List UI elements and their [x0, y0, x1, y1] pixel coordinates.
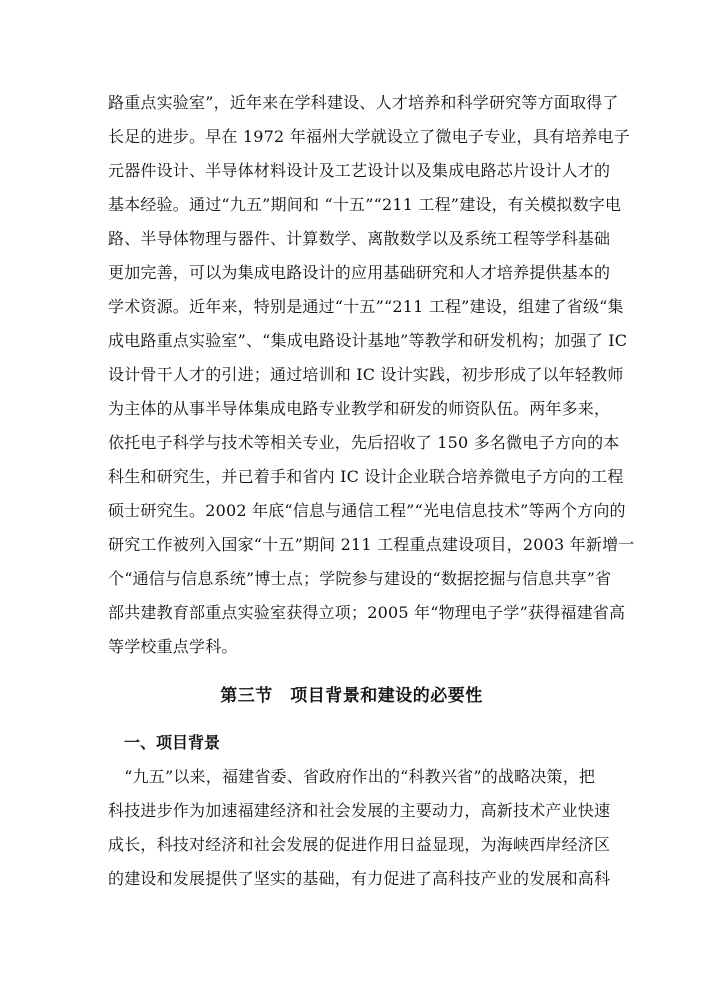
paragraph-1-line: 长足的进步。早在 1972 年福州大学就设立了微电子专业，具有培养电子 — [108, 127, 630, 146]
section-title: 第三节 项目背景和建设的必要性 — [220, 686, 483, 706]
paragraph-2-line: “九五”以来，福建省委、省政府作出的“科教兴省”的战略决策，把 — [108, 767, 596, 786]
paragraph-1-line: 学术资源。近年来，特别是通过“十五”“211 工程”建设，组建了省级“集 — [108, 297, 624, 316]
paragraph-2-line: 的建设和发展提供了坚实的基础，有力促进了高科技产业的发展和高科 — [108, 869, 611, 888]
paragraph-2-line: 成长，科技对经济和社会发展的促进作用日益显现，为海峡西岸经济区 — [108, 835, 611, 854]
paragraph-1-line: 等学校重点学科。 — [108, 637, 238, 656]
paragraph-1-line: 个“通信与信息系统”博士点；学院参与建设的“数据挖掘与信息共享”省 — [108, 569, 612, 588]
paragraph-1-line: 元器件设计、半导体材料设计及工艺设计以及集成电路芯片设计人才的 — [108, 161, 611, 180]
paragraph-1-line: 部共建教育部重点实验室获得立项；2005 年“物理电子学”获得福建省高 — [108, 603, 626, 622]
paragraph-2-line: 科技进步作为加速福建经济和社会发展的主要动力，高新技术产业快速 — [108, 801, 611, 820]
paragraph-1-line: 科生和研究生，并已着手和省内 IC 设计企业联合培养微电子方向的工程 — [108, 467, 624, 486]
paragraph-1-line: 路重点实验室”，近年来在学科建设、人才培养和科学研究等方面取得了 — [108, 93, 619, 112]
paragraph-1-line: 路、半导体物理与器件、计算数学、离散数学以及系统工程等学科基础 — [108, 229, 611, 248]
paragraph-1-line: 硕士研究生。2002 年底“信息与通信工程”“光电信息技术”等两个方向的 — [108, 501, 626, 520]
paragraph-1-line: 依托电子科学与技术等相关专业，先后招收了 150 多名微电子方向的本 — [108, 433, 620, 452]
paragraph-1-line: 设计骨干人才的引进；通过培训和 IC 设计实践，初步形成了以年轻教师 — [108, 365, 624, 384]
paragraph-1-line: 研究工作被列入国家“十五”期间 211 工程重点建设项目，2003 年新增一 — [108, 535, 635, 554]
paragraph-1-line: 为主体的从事半导体集成电路专业教学和研发的师资队伍。两年多来， — [108, 399, 611, 418]
paragraph-1-line: 更加完善，可以为集成电路设计的应用基础研究和人才培养提供基本的 — [108, 263, 611, 282]
paragraph-1-line: 基本经验。通过“九五”期间和 “十五”“211 工程”建设，有关模拟数字电 — [108, 195, 622, 214]
paragraph-1-line: 成电路重点实验室”、“集成电路设计基地”等教学和研发机构；加强了 IC — [108, 331, 628, 350]
subsection-title: 一、项目背景 — [124, 733, 221, 752]
